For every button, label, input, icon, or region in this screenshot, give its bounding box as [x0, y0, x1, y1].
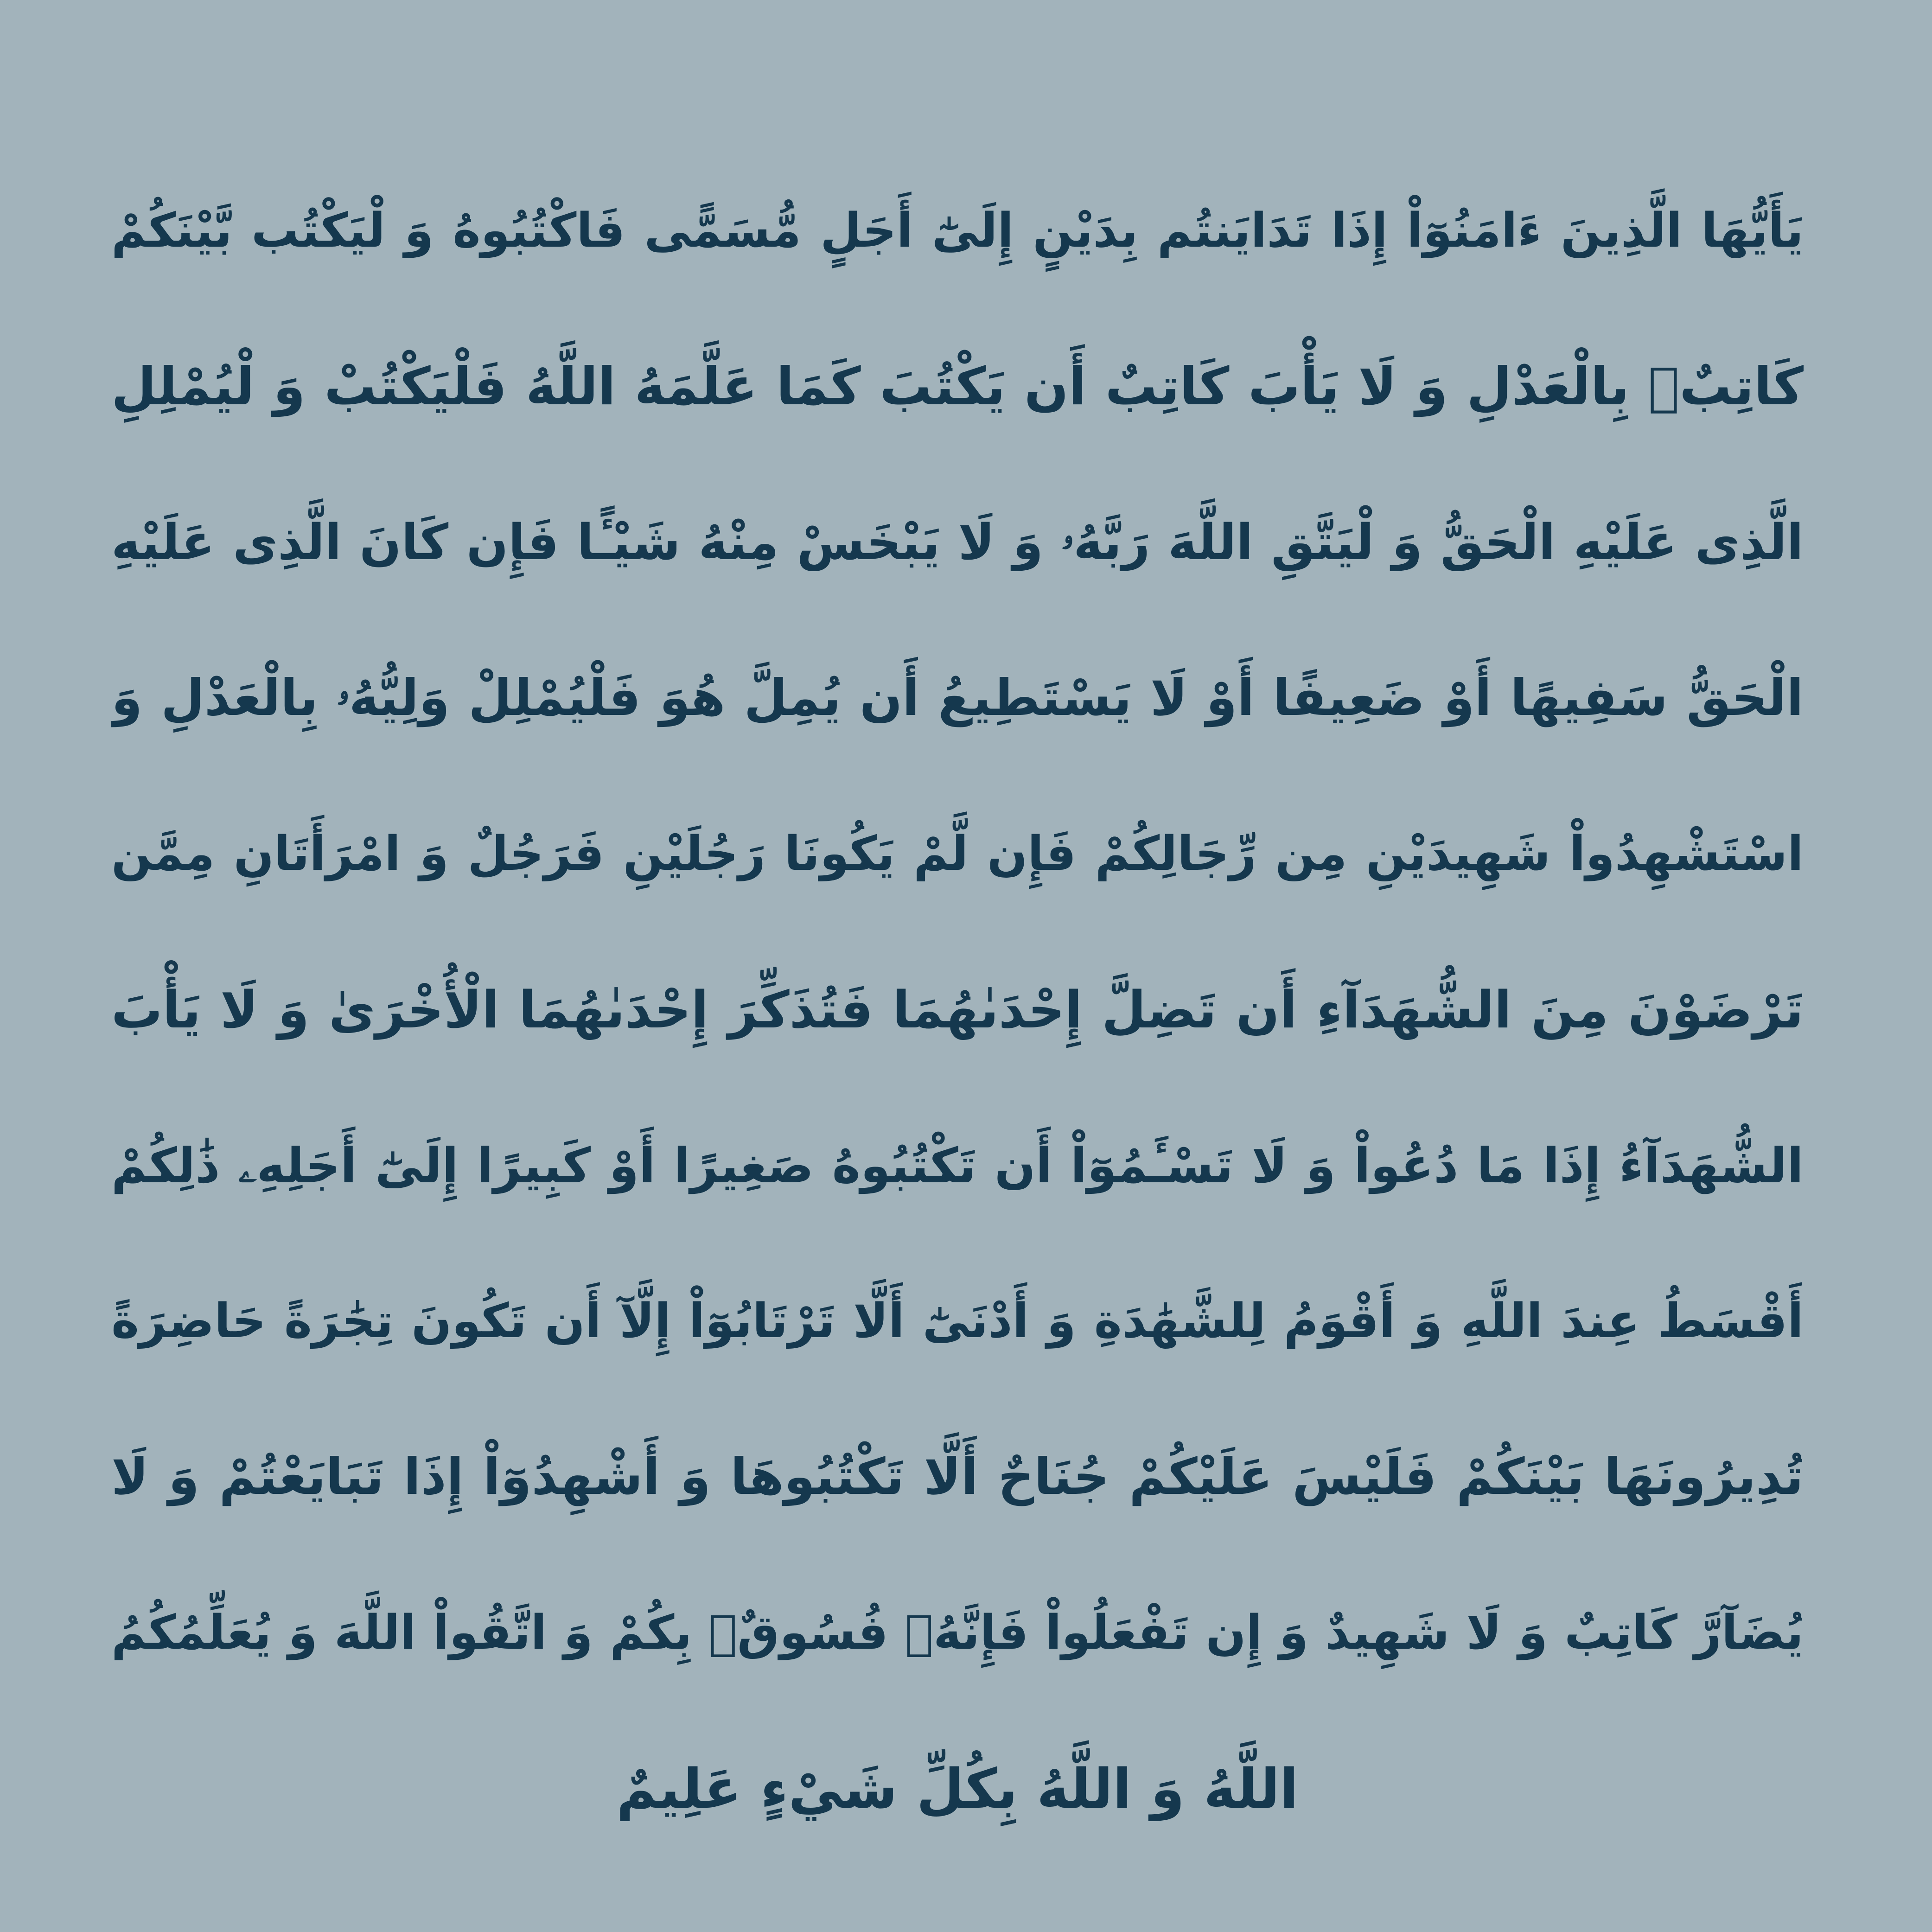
- verse-text-block: [111, 153, 1804, 1867]
- verse-line: الَّذِى عَلَيْهِ الْحَقُّ وَ لْيَتَّقِ اللَّهَ رَبَّهُۥ وَ لَا يَبْخَسْ مِنْهُ شَيْـًٔا فَإِن كَانَ الَّذِى عَلَيْهِ: [111, 514, 1804, 571]
- verse-line: كَاتِبٌۢ بِالْعَدْلِ وَ لَا يَأْبَ كَاتِبٌ أَن يَكْتُبَ كَمَا عَلَّمَهُ اللَّهُ فَلْيَكْتُبْ وَ لْيُمْلِلِ: [111, 357, 1804, 417]
- verse-line: يَأَيُّهَا الَّذِينَ ءَامَنُوٓاْ إِذَا تَدَايَنتُم بِدَيْنٍ إِلَىٰٓ أَجَلٍ مُّسَمًّى فَاكْتُبُوهُ وَ لْيَكْتُب بَّيْنَكُمْ: [111, 203, 1804, 258]
- verse-line: يُضَآرَّ كَاتِبٌ وَ لَا شَهِيدٌ وَ إِن تَفْعَلُواْ فَإِنَّهُۥ فُسُوقٌۢ بِكُمْ وَ اتَّقُواْ اللَّهَ وَ يُعَلِّمُكُمُ: [111, 1605, 1804, 1660]
- verse-line: تَرْضَوْنَ مِنَ الشُّهَدَآءِ أَن تَضِلَّ إِحْدَىٰهُمَا فَتُذَكِّرَ إِحْدَىٰهُمَا الْأُخْرَىٰ وَ لَا يَأْبَ: [111, 980, 1804, 1039]
- verse-line: اسْتَشْهِدُواْ شَهِيدَيْنِ مِن رِّجَالِكُمْ فَإِن لَّمْ يَكُونَا رَجُلَيْنِ فَرَجُلٌ وَ امْرَأَتَانِ مِمَّن: [111, 826, 1804, 881]
- verse-line: الشُّهَدَآءُ إِذَا مَا دُعُواْ وَ لَا تَسْـَٔمُوٓاْ أَن تَكْتُبُوهُ صَغِيرًا أَوْ كَبِيرًا إِلَىٰٓ أَجَلِهِۦ ذَٰلِكُمْ: [111, 1137, 1804, 1194]
- verse-line: تُدِيرُونَهَا بَيْنَكُمْ فَلَيْسَ عَلَيْكُمْ جُنَاحٌ أَلَّا تَكْتُبُوهَا وَ أَشْهِدُوٓاْ إِذَا تَبَايَعْتُمْ وَ لَا: [111, 1448, 1804, 1506]
- verse-line: أَقْسَطُ عِندَ اللَّهِ وَ أَقْوَمُ لِلشَّهَٰدَةِ وَ أَدْنَىٰٓ أَلَّا تَرْتَابُوٓاْ إِلَّآ أَن تَكُونَ تِجَٰرَةً حَاضِرَةً: [111, 1294, 1804, 1349]
- verse-line-last: اللَّهُ وَ اللَّهُ بِكُلِّ شَيْءٍ عَلِيمٌ: [616, 1757, 1299, 1821]
- verse-line: الْحَقُّ سَفِيهًا أَوْ ضَعِيفًا أَوْ لَا يَسْتَطِيعُ أَن يُمِلَّ هُوَ فَلْيُمْلِلْ وَلِيُّهُۥ بِالْعَدْلِ وَ: [111, 669, 1804, 727]
